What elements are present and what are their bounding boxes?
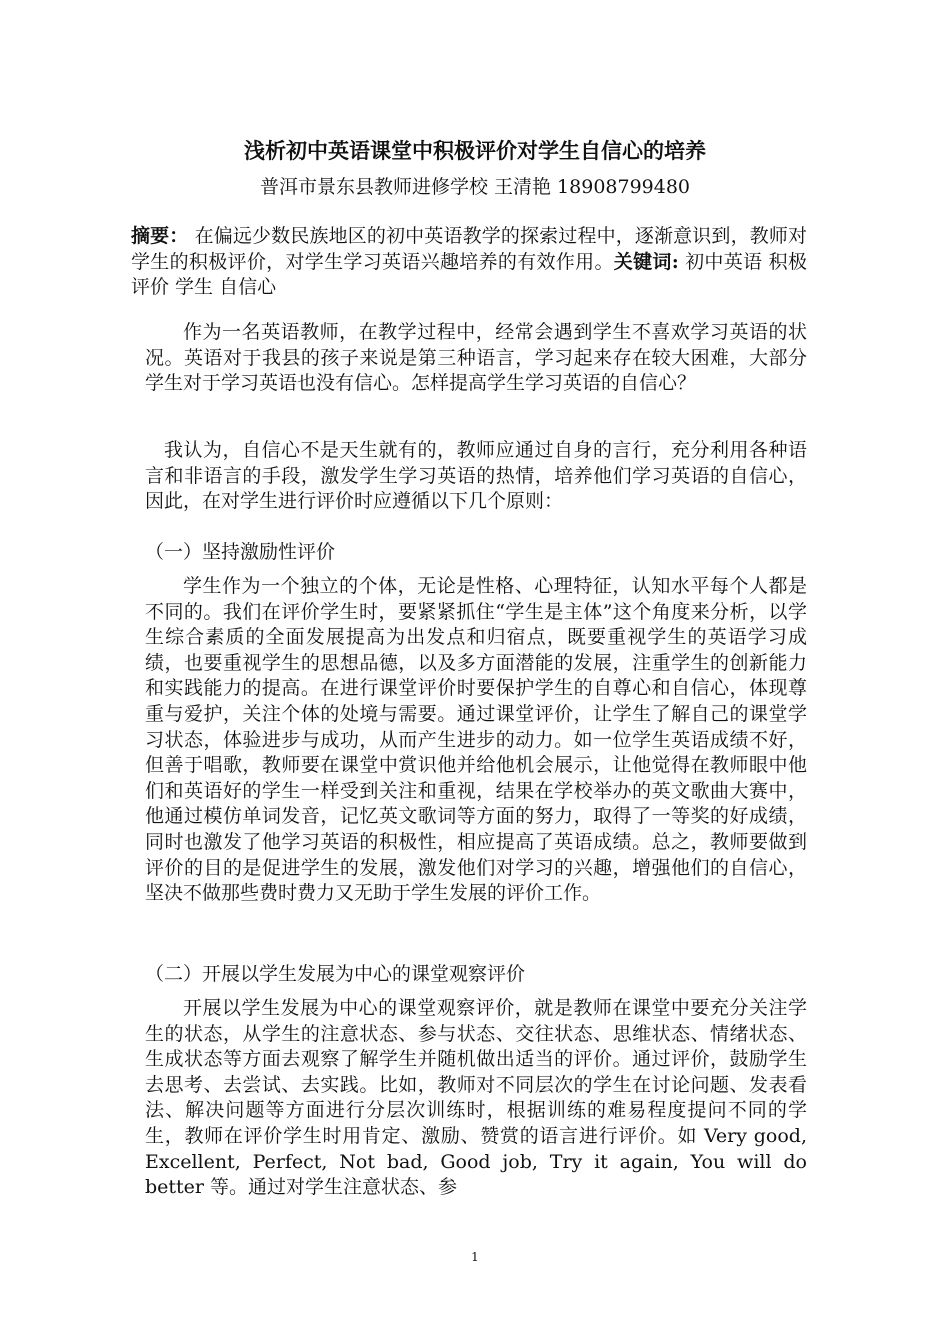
page-number: 1 [471, 1250, 479, 1264]
paragraph-3: 学生作为一个独立的个体，无论是性格、心理特征，认知水平每个人都是不同的。我们在评价学生时，要紧紧抓住“学生是主体”这个角度来分析，以学生综合素质的全面发展提高为出发点和归宿点，既要重视学生的英语学习成绩，也要重视学生的思想品德，以及多方面潜能的发展，注重学生的创新能力和实践能力的提高。在进行课堂评价时要保护学生的自尊心和自信心，体现尊重与爱护，关注个体的处境与需要。通过课堂评价，让学生了解自己的课堂学习状态，体验进步与成功，从而产生进步的动力。如一位学生英语成绩不好，但善于唱歌，教师要在课堂中赏识他并给他机会展示，让他觉得在教师眼中他们和英语好的学生一样受到关注和重视，结果在学校举办的英文歌曲大赛中，他通过模仿单词发音，记忆英文歌词等方面的努力，取得了一等奖的好成绩，同时也激发了他学习英语的积极性，相应提高了英语成绩。总之，教师要做到评价的目的是促进学生的发展，激发他们对学习的兴趣，增强他们的自信心，坚决不做那些费时费力又无助于学生发展的评价工作。 [145, 575, 807, 905]
author-line: 普洱市景东县教师进修学校 王清艳 18908799480 [259, 176, 691, 198]
abstract-block [131, 224, 807, 301]
section-heading-1: （一）坚持激励性评价 [145, 541, 336, 563]
paragraph-4: 开展以学生发展为中心的课堂观察评价，就是教师在课堂中要充分关注学生的状态，从学生的注意状态、参与状态、交往状态、思维状态、情绪状态、生成状态等方面去观察了解学生并随机做出适当的评价。通过评价，鼓励学生去思考、去尝试、去实践。比如，教师对不同层次的学生在讨论问题、发表看法、解决问题等方面进行分层次训练时，根据训练的难易程度提问不同的学生，教师在评价学生时用肯定、激励、赞赏的语言进行评价。如 Very good, Excellent, Perfect, Not bad, Good job, Try it again, You will do better 等。通过对学生注意状态、参 [145, 997, 807, 1199]
document-title: 浅析初中英语课堂中积极评价对学生自信心的培养 [244, 138, 706, 163]
paragraph-2: 我认为，自信心不是天生就有的，教师应通过自身的言行，充分利用各种语言和非语言的手段，激发学生学习英语的热情，培养他们学习英语的自信心，因此，在对学生进行评价时应遵循以下几个原则： [145, 439, 807, 513]
keywords-label: 关键词: [613, 250, 679, 273]
abstract-text: 在偏远少数民族地区的初中英语教学的探索过程中，逐渐意识到，教师对学生的积极评价，对学生学习英语兴趣培养的有效作用。 [131, 225, 807, 273]
keywords-text: 初中英语 积极评价 学生 自信心 [131, 250, 807, 299]
abstract-label: 摘要： [131, 225, 189, 247]
section-heading-2: （二）开展以学生发展为中心的课堂观察评价 [145, 963, 526, 985]
paragraph-1: 作为一名英语教师，在教学过程中，经常会遇到学生不喜欢学习英语的状况。英语对于我县的孩子来说是第三种语言，学习起来存在较大困难，大部分学生对于学习英语也没有信心。怎样提高学生学习英语的自信心？ [145, 321, 807, 395]
